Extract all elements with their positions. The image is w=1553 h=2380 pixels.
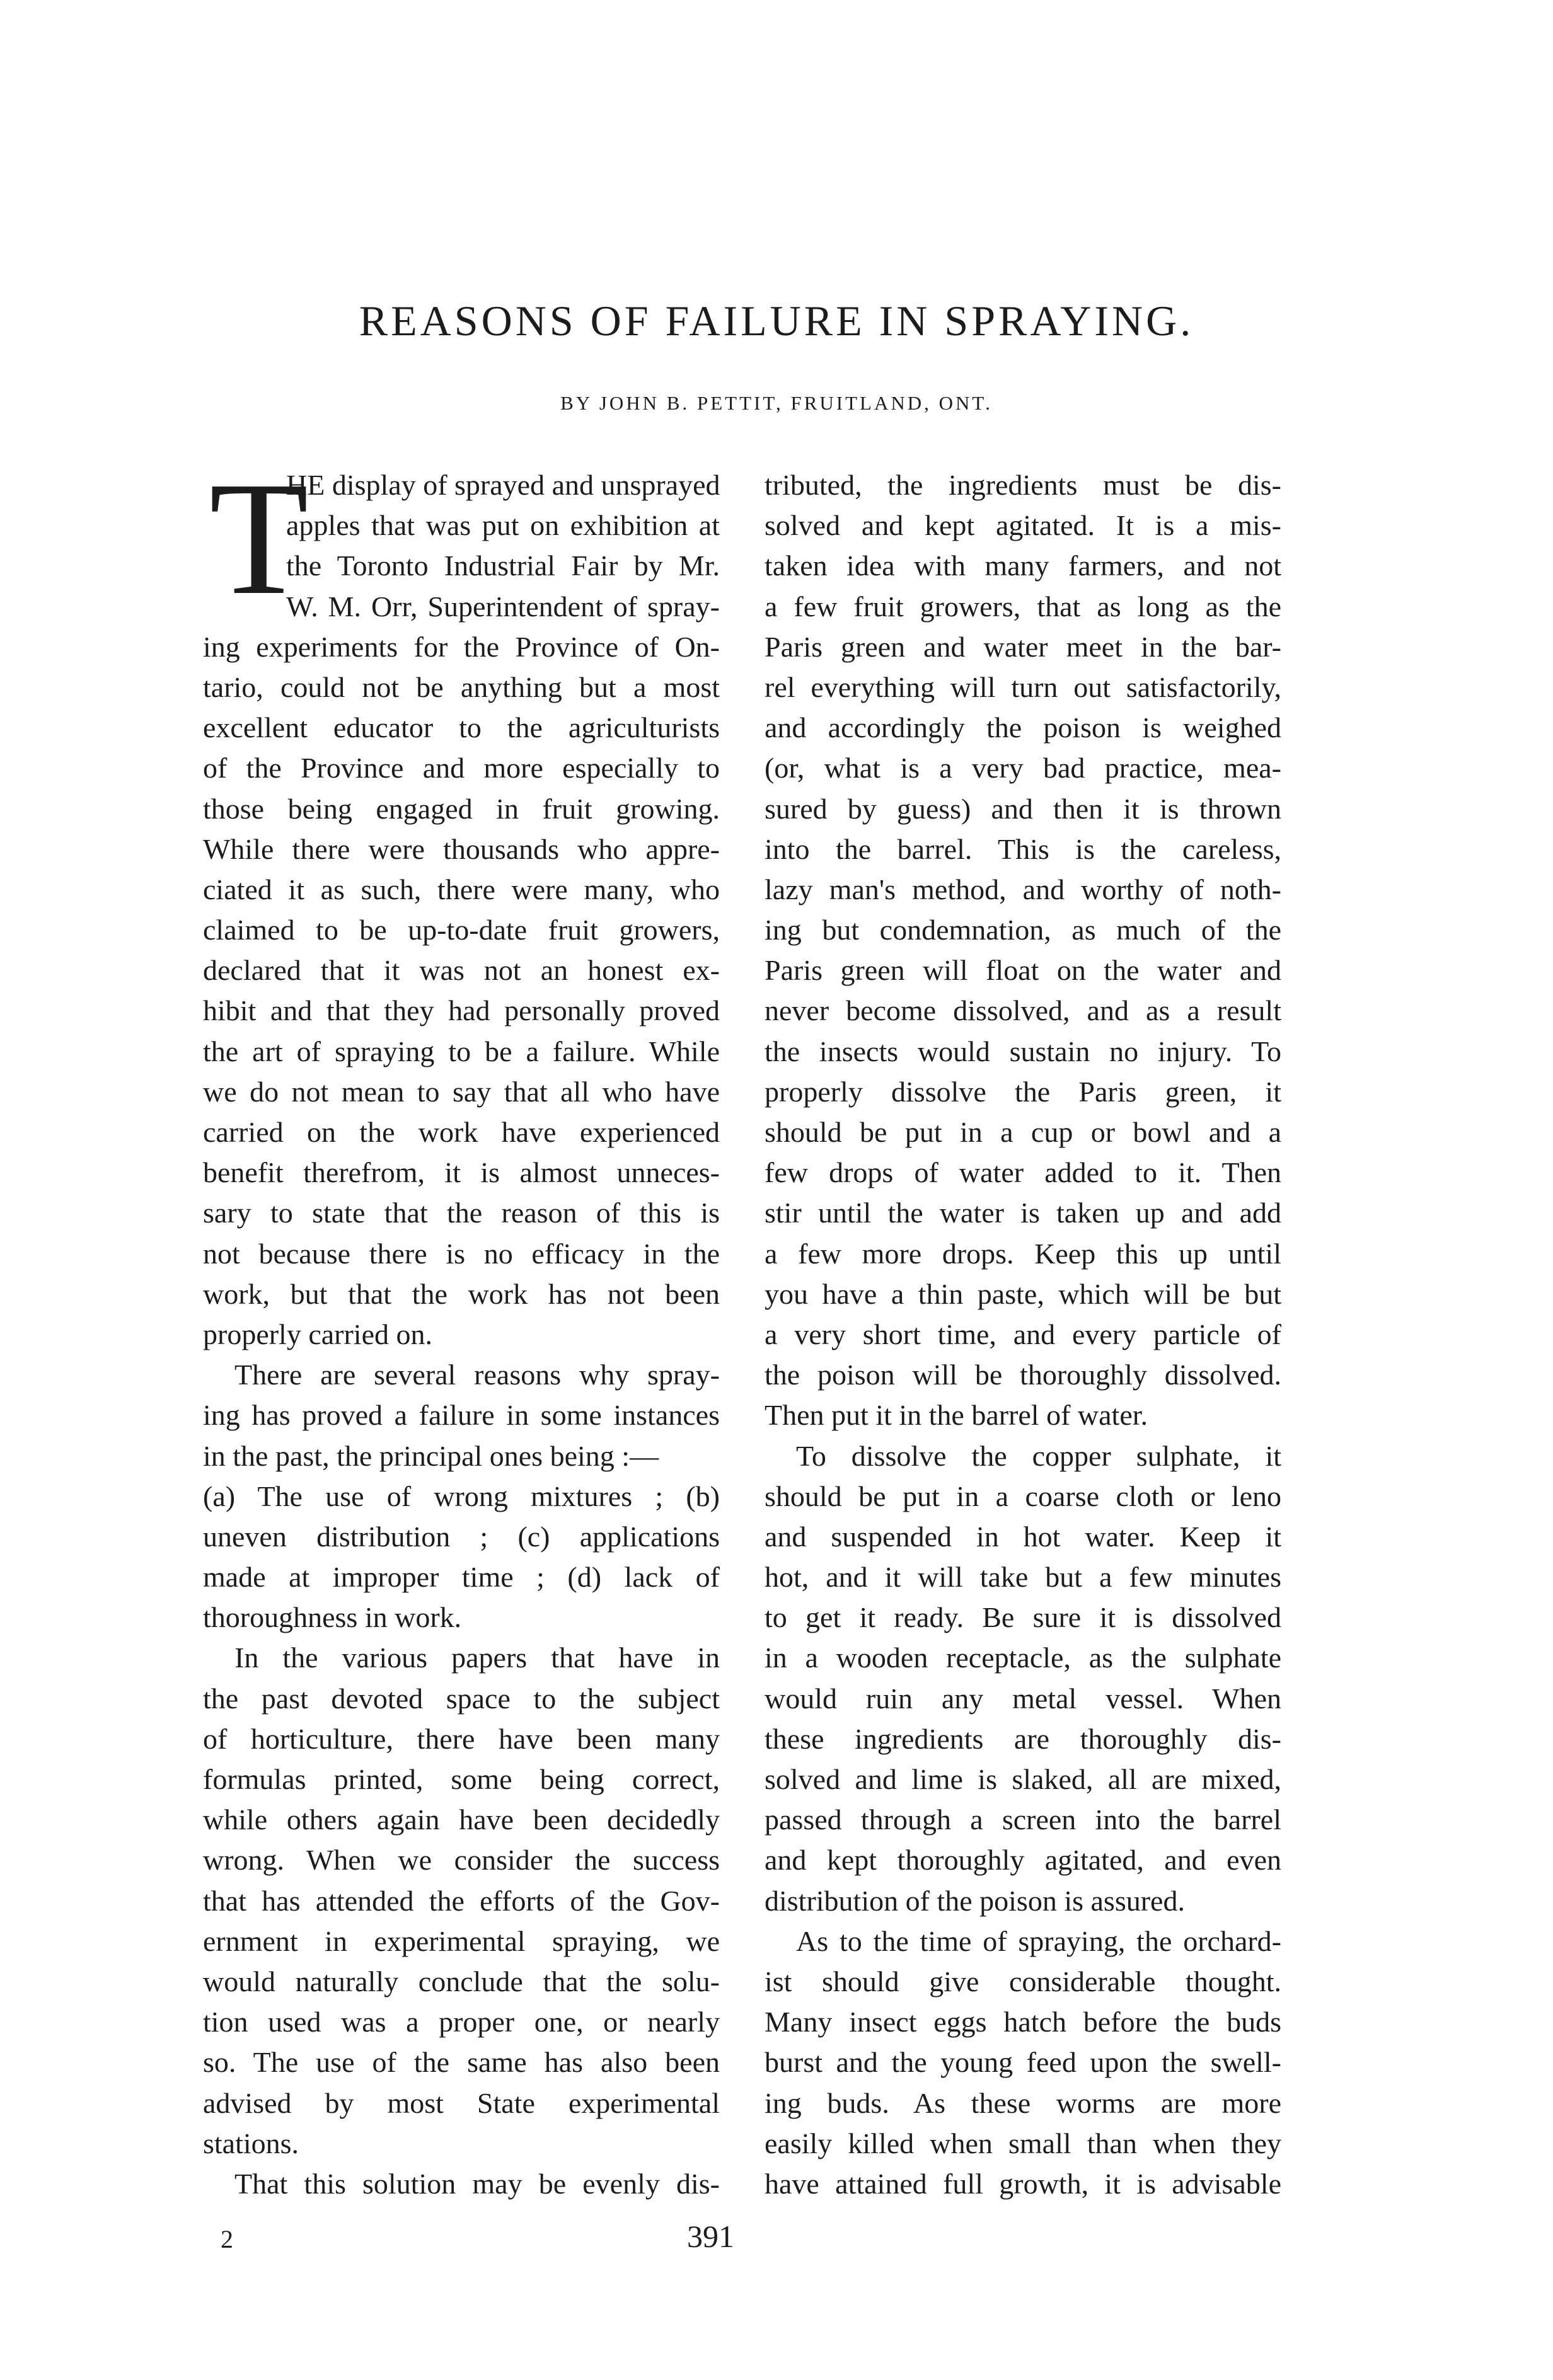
text-line: and kept thoroughly agitated, and even <box>765 1844 1281 1877</box>
text-line: to get it ready. Be sure it is dissolved <box>765 1601 1281 1634</box>
text-line: while others again have been decidedly <box>203 1803 720 1836</box>
drop-cap: T <box>209 448 309 628</box>
text-line: and accordingly the poison is weighed <box>765 711 1281 744</box>
text-line: While there were thousands who appre- <box>203 832 720 865</box>
page-number: 391 <box>687 2219 734 2254</box>
text-line: thoroughness in work. <box>203 1601 462 1634</box>
text-line: work, but that the work has not been <box>203 1277 720 1310</box>
signature-mark: 2 <box>221 2225 233 2253</box>
right-column <box>765 465 1281 2204</box>
text-line: not because there is no efficacy in the <box>203 1237 720 1270</box>
text-line: the insects would sustain no injury. To <box>765 1035 1281 1067</box>
text-line: To dissolve the copper sulphate, it <box>796 1439 1281 1472</box>
text-line: apples that was put on exhibition at <box>286 509 720 542</box>
text-line: the past devoted space to the subject <box>203 1682 720 1715</box>
text-line: sured by guess) and then it is thrown <box>765 792 1281 825</box>
text-line: ist should give considerable thought. <box>765 1965 1281 1998</box>
text-line: would naturally conclude that the solu- <box>203 1965 720 1998</box>
text-line: into the barrel. This is the careless, <box>765 832 1281 865</box>
text-line: excellent educator to the agriculturists <box>203 711 720 744</box>
text-line: passed through a screen into the barrel <box>765 1803 1281 1836</box>
text-line: have attained full growth, it is advisable <box>765 2167 1281 2200</box>
text-line: claimed to be up-to-date fruit growers, <box>203 914 720 946</box>
text-line: we do not mean to say that all who have <box>203 1075 720 1108</box>
text-line: never become dissolved, and as a result <box>765 994 1281 1027</box>
text-line: made at improper time ; (d) lack of <box>203 1561 720 1594</box>
text-line: (or, what is a very bad practice, mea- <box>765 752 1281 785</box>
text-line: you have a thin paste, which will be but <box>765 1277 1281 1310</box>
text-line: that has attended the efforts of the Gov- <box>203 1884 720 1917</box>
text-line: W. M. Orr, Superintendent of spray- <box>286 590 720 623</box>
text-line: formulas printed, some being correct, <box>203 1763 720 1795</box>
text-line: ing buds. As these worms are more <box>765 2086 1281 2119</box>
text-line: burst and the young feed upon the swell- <box>765 2046 1281 2079</box>
text-line: tributed, the ingredients must be dis- <box>765 469 1281 501</box>
article-byline: BY JOHN B. PETTIT, FRUITLAND, ONT. <box>560 392 993 414</box>
article-title: REASONS OF FAILURE IN SPRAYING. <box>359 297 1194 345</box>
text-line: in the past, the principal ones being :— <box>203 1439 659 1472</box>
text-line: hibit and that they had personally proved <box>203 994 720 1027</box>
text-line: HE display of sprayed and unsprayed <box>286 469 720 501</box>
text-line: wrong. When we consider the success <box>203 1844 720 1877</box>
text-line: those being engaged in fruit growing. <box>203 792 720 825</box>
text-line: Paris green and water meet in the bar- <box>765 630 1281 663</box>
text-line: benefit therefrom, it is almost unneces- <box>203 1156 720 1189</box>
text-line: should be put in a cup or bowl and a <box>765 1116 1281 1148</box>
text-line: would ruin any metal vessel. When <box>765 1682 1281 1715</box>
text-line: In the various papers that have in <box>234 1641 720 1674</box>
text-line: hot, and it will take but a few minutes <box>765 1561 1281 1594</box>
text-line: carried on the work have experienced <box>203 1116 720 1148</box>
text-line: a few more drops. Keep this up until <box>765 1237 1281 1270</box>
text-line: lazy man's method, and worthy of noth- <box>765 873 1281 905</box>
text-line: Many insect eggs hatch before the buds <box>765 2006 1281 2038</box>
text-line: these ingredients are thoroughly dis- <box>765 1722 1281 1755</box>
text-line: in a wooden receptacle, as the sulphate <box>765 1641 1281 1674</box>
text-line: solved and kept agitated. It is a mis- <box>765 509 1281 542</box>
left-column <box>203 448 720 2204</box>
text-line: ing but condemnation, as much of the <box>765 914 1281 946</box>
text-line: That this solution may be evenly dis- <box>234 2167 720 2200</box>
text-line: advised by most State experimental <box>203 2086 720 2119</box>
text-line: distribution of the poison is assured. <box>765 1884 1185 1917</box>
text-line: As to the time of spraying, the orchard- <box>796 1924 1281 1957</box>
text-line: solved and lime is slaked, all are mixed, <box>765 1763 1281 1795</box>
text-line: should be put in a coarse cloth or leno <box>765 1480 1281 1512</box>
text-line: Then put it in the barrel of water. <box>765 1399 1148 1432</box>
text-line: ing experiments for the Province of On- <box>203 630 720 663</box>
text-line: sary to state that the reason of this is <box>203 1197 720 1229</box>
text-line: the Toronto Industrial Fair by Mr. <box>286 549 720 582</box>
text-line: ernment in experimental spraying, we <box>203 1924 720 1957</box>
text-line: ing has proved a failure in some instances <box>203 1399 720 1432</box>
text-line: stations. <box>203 2127 299 2159</box>
text-line: ciated it as such, there were many, who <box>203 873 720 905</box>
text-line: tario, could not be anything but a most <box>203 670 720 703</box>
text-line: of horticulture, there have been many <box>203 1722 720 1755</box>
text-line: so. The use of the same has also been <box>203 2046 720 2079</box>
text-line: Paris green will float on the water and <box>765 954 1281 987</box>
text-line: few drops of water added to it. Then <box>765 1156 1281 1189</box>
text-line: (a) The use of wrong mixtures ; (b) <box>203 1480 720 1512</box>
text-line: the art of spraying to be a failure. While <box>203 1035 720 1067</box>
text-line: rel everything will turn out satisfactorily, <box>765 670 1281 703</box>
text-line: declared that it was not an honest ex- <box>203 954 720 987</box>
text-line: properly dissolve the Paris green, it <box>765 1075 1281 1108</box>
text-line: a few fruit growers, that as long as the <box>765 590 1281 623</box>
text-line: of the Province and more especially to <box>203 752 720 785</box>
text-line: easily killed when small than when they <box>765 2127 1281 2159</box>
text-line: tion used was a proper one, or nearly <box>203 2006 720 2038</box>
text-line: a very short time, and every particle of <box>765 1318 1281 1350</box>
text-line: and suspended in hot water. Keep it <box>765 1520 1281 1553</box>
text-line: stir until the water is taken up and add <box>765 1197 1281 1229</box>
text-line: taken idea with many farmers, and not <box>765 549 1281 582</box>
text-line: uneven distribution ; (c) applications <box>203 1520 720 1553</box>
text-line: There are several reasons why spray- <box>234 1359 720 1391</box>
text-line: the poison will be thoroughly dissolved. <box>765 1359 1281 1391</box>
text-line: properly carried on. <box>203 1318 433 1350</box>
